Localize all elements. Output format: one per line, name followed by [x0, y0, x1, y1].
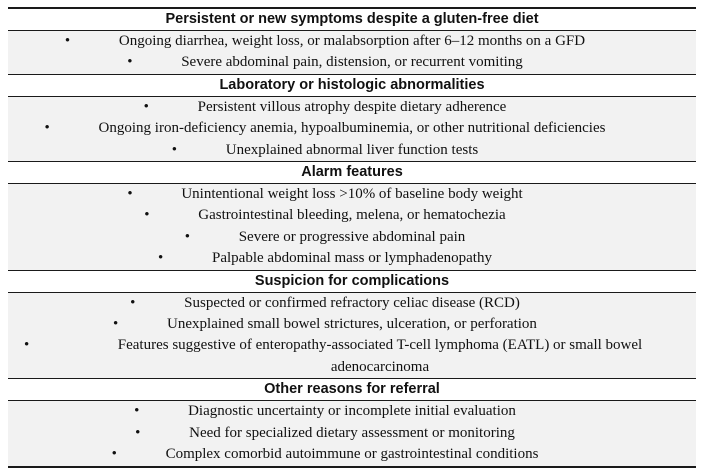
section-header: Alarm features [8, 162, 696, 184]
list-item [8, 401, 696, 422]
list-item [8, 293, 696, 314]
list-item [8, 97, 696, 118]
bullet-icon: • [134, 403, 140, 420]
section-body [8, 184, 696, 271]
bullet-icon: • [111, 446, 117, 463]
list-item-text: Ongoing diarrhea, weight loss, or malabsorption after 6–12 months on a GFD [118, 33, 586, 49]
list-item [8, 248, 696, 269]
list-item-text: Features suggestive of enteropathy-associated T-cell lymphoma (EATL) or small bowel adenocarcinoma [117, 337, 643, 375]
table-section [8, 75, 696, 162]
bullet-icon: • [24, 337, 30, 354]
list-item-text: Ongoing iron-deficiency anemia, hypoalbuminemia, or other nutritional deficiencies [98, 120, 606, 137]
list-item-text: Unexplained abnormal liver function tests [225, 141, 479, 158]
bullet-icon: • [158, 250, 164, 267]
list-item-text: Suspected or confirmed refractory celiac disease (RCD) [184, 294, 520, 311]
list-item-text: Diagnostic uncertainty or incomplete initial evaluation [188, 403, 516, 420]
list-item [8, 314, 696, 335]
bullet-icon: • [184, 228, 190, 245]
list-item-text: Gastrointestinal bleeding, melena, or hematochezia [198, 207, 506, 224]
section-body [8, 293, 696, 380]
list-item-text: Unintentional weight loss >10% of baseline body weight [181, 186, 523, 203]
list-item [8, 140, 696, 161]
section-header: Laboratory or histologic abnormalities [8, 75, 696, 97]
list-item-text: Complex comorbid autoimmune or gastrointestinal conditions [165, 446, 539, 463]
section-body [8, 31, 696, 75]
bullet-icon: • [130, 294, 136, 311]
list-item [8, 335, 696, 378]
section-body [8, 97, 696, 162]
bullet-icon: • [64, 33, 71, 49]
referral-criteria-table [8, 7, 696, 468]
list-item [8, 205, 696, 226]
list-item [8, 184, 696, 205]
table-section [8, 9, 696, 75]
list-item-text: Severe or progressive abdominal pain [238, 228, 466, 245]
list-item-text: Severe abdominal pain, distension, or recurrent vomiting [181, 54, 523, 71]
section-header: Other reasons for referral [8, 379, 696, 401]
list-item-text: Persistent villous atrophy despite dietary adherence [197, 98, 507, 115]
bullet-icon: • [127, 54, 133, 71]
list-item [8, 423, 696, 444]
bullet-icon: • [171, 141, 178, 158]
section-header: Persistent or new symptoms despite a gluten-free diet [8, 9, 696, 31]
section-body [8, 401, 696, 465]
list-item [8, 52, 696, 73]
list-item [8, 444, 696, 465]
bullet-icon: • [144, 207, 150, 224]
section-header: Suspicion for complications [8, 271, 696, 293]
list-item [8, 227, 696, 248]
table-section [8, 271, 696, 380]
bullet-icon: • [127, 186, 133, 203]
list-item [8, 118, 696, 139]
bullet-icon: • [135, 424, 141, 441]
bullet-icon: • [44, 120, 50, 137]
table-section [8, 162, 696, 271]
list-item-text: Need for specialized dietary assessment or monitoring [189, 424, 515, 441]
list-item-text: Palpable abdominal mass or lymphadenopathy [212, 250, 492, 267]
table-section [8, 379, 696, 465]
bullet-icon: • [113, 316, 119, 333]
bullet-icon: • [143, 98, 149, 115]
list-item-text: Unexplained small bowel strictures, ulceration, or perforation [167, 316, 537, 333]
list-item [8, 31, 696, 52]
